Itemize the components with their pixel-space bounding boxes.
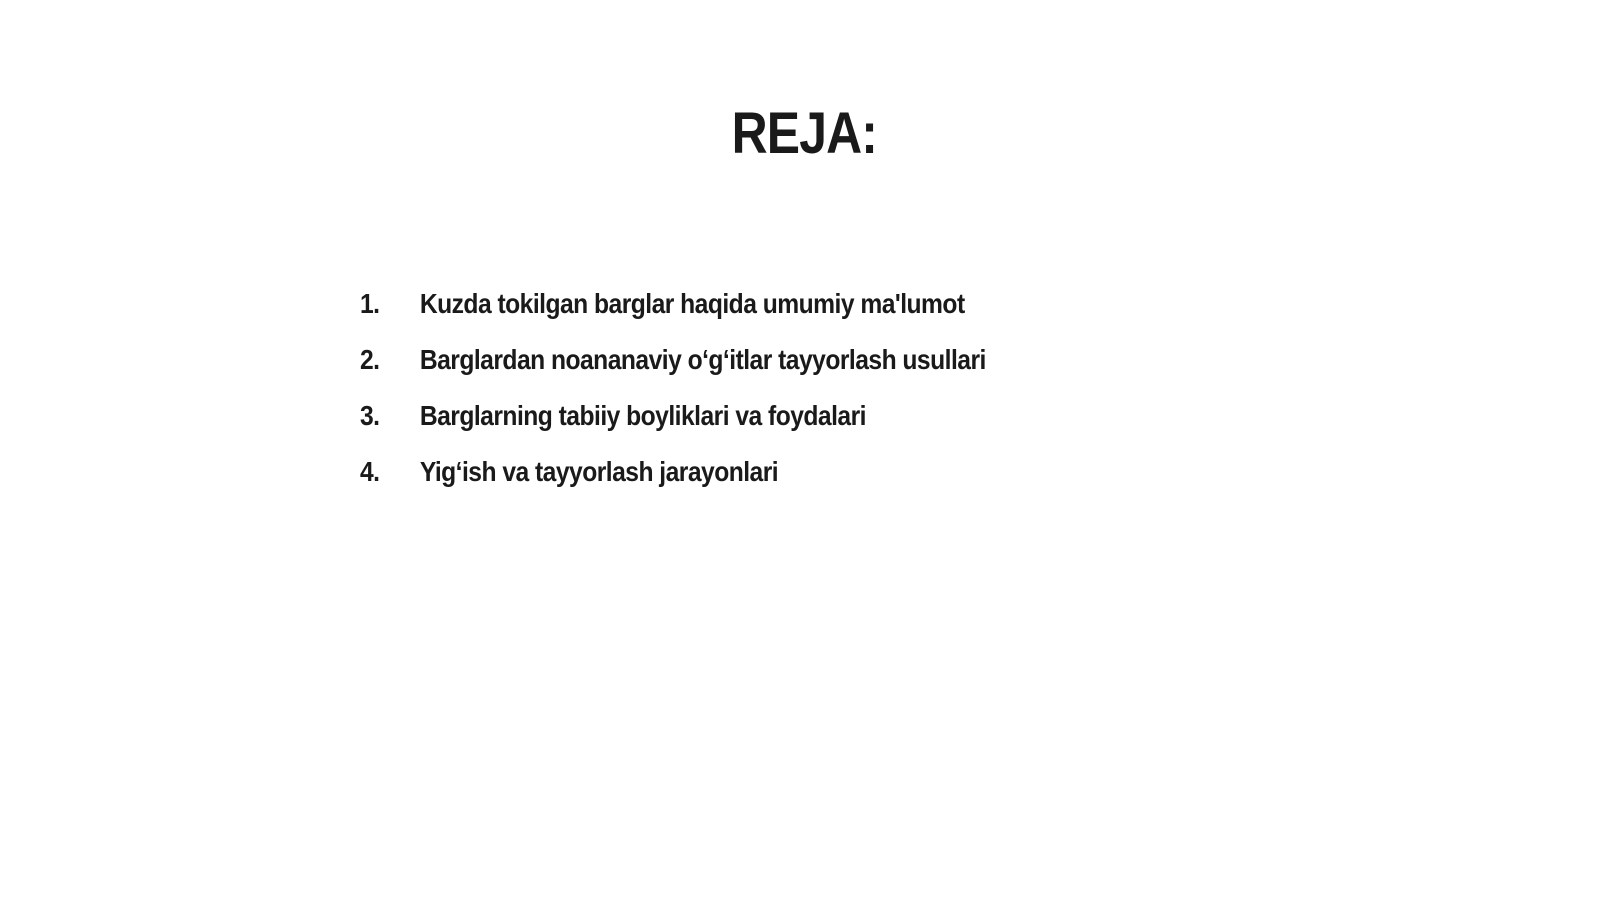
slide-title: REJA:: [731, 101, 877, 166]
plan-item-4: [360, 456, 986, 512]
plan-list: [360, 288, 1071, 512]
plan-item-number: 4.: [360, 456, 380, 487]
plan-item-text: Barglarning tabiiy boyliklari va foydalari: [419, 400, 866, 431]
plan-item-number: 2.: [360, 344, 380, 375]
plan-item-3: [360, 400, 986, 456]
plan-item-number: 1.: [360, 288, 380, 319]
plan-item-number: 3.: [360, 400, 380, 431]
plan-item-2: [360, 344, 986, 400]
plan-item-1: [360, 288, 986, 344]
plan-item-text: Kuzda tokilgan barglar haqida umumiy ma'lumot: [419, 288, 965, 319]
plan-item-text: Barglardan noananaviy o‘g‘itlar tayyorlash usullari: [419, 344, 986, 375]
plan-item-text: Yig‘ish va tayyorlash jarayonlari: [419, 456, 779, 487]
